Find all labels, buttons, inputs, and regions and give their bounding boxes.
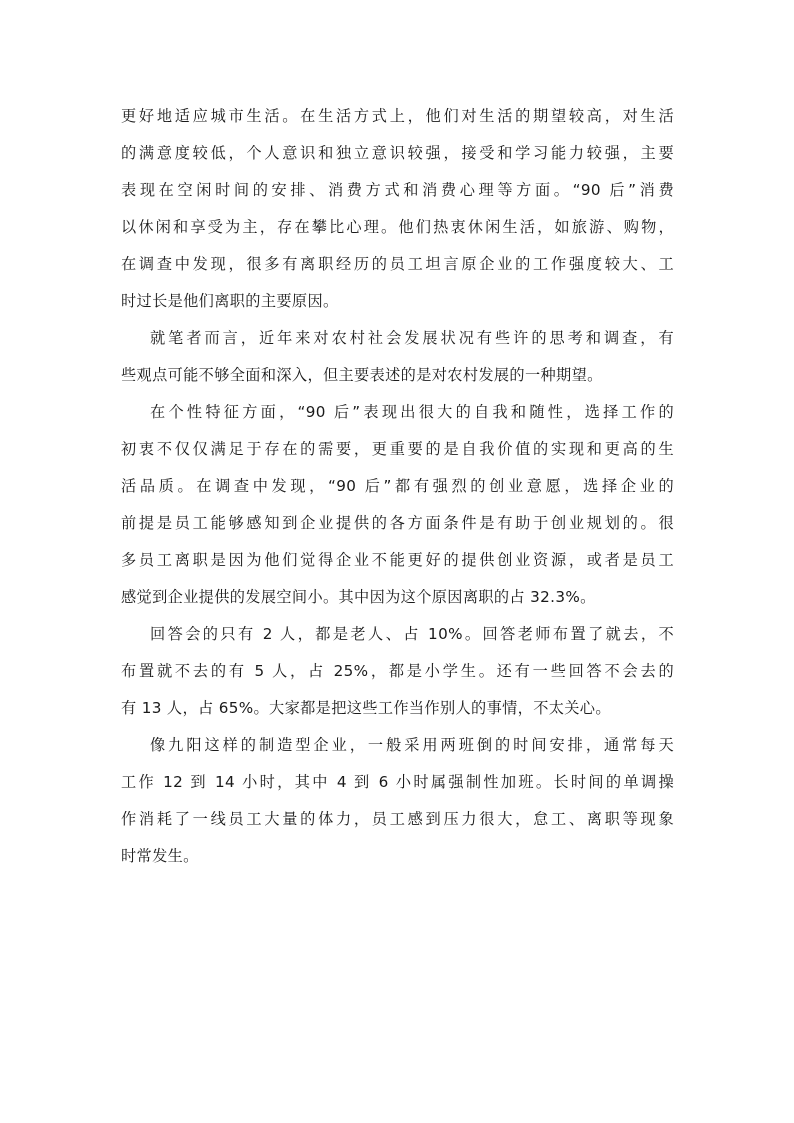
text-line: 的满意度较低，个人意识和独立意识较强，接受和学习能力较强，主要 (121, 144, 674, 162)
text-line: 时常发生。 (121, 847, 199, 865)
text-line: 感觉到企业提供的发展空间小。其中因为这个原因离职的占 32.3%。 (121, 588, 596, 606)
paragraph-2 (121, 320, 674, 394)
text-line: 前提是员工能够感知到企业提供的各方面条件是有助于创业规划的。很 (121, 514, 674, 532)
text-line: 作消耗了一线员工大量的体力，员工感到压力很大，怠工、离职等现象 (121, 810, 674, 828)
paragraph-5 (121, 727, 674, 875)
text-line: 表现在空闲时间的安排、消费方式和消费心理等方面。“90 后”消费 (121, 181, 674, 199)
text-line: 更好地适应城市生活。在生活方式上，他们对生活的期望较高，对生活 (121, 107, 674, 125)
text-line: 有 13 人，占 65%。大家都是把这些工作当作别人的事情，不太关心。 (121, 699, 611, 717)
text-line: 回答会的只有 2 人，都是老人、占 10%。回答老师布置了就去，不 (150, 625, 674, 643)
text-line: 时过长是他们离职的主要原因。 (121, 292, 339, 310)
text-line: 多员工离职是因为他们觉得企业不能更好的提供创业资源，或者是员工 (121, 551, 674, 569)
text-line: 工作 12 到 14 小时，其中 4 到 6 小时属强制性加班。长时间的单调操 (121, 773, 674, 791)
paragraph-3 (121, 394, 674, 616)
text-line: 以休闲和享受为主，存在攀比心理。他们热衷休闲生活，如旅游、购物， (121, 218, 674, 236)
paragraph-4 (121, 616, 674, 727)
text-line: 就笔者而言，近年来对农村社会发展状况有些许的思考和调查，有 (150, 329, 674, 347)
text-line: 布置就不去的有 5 人，占 25%，都是小学生。还有一些回答不会去的 (121, 662, 674, 680)
text-line: 活品质。在调查中发现，“90 后”都有强烈的创业意愿，选择企业的 (121, 477, 674, 495)
text-line: 些观点可能不够全面和深入，但主要表述的是对农村发展的一种期望。 (121, 366, 603, 384)
text-line: 在个性特征方面，“90 后”表现出很大的自我和随性，选择工作的 (150, 403, 674, 421)
paragraph-1 (121, 98, 674, 320)
text-line: 在调查中发现，很多有离职经历的员工坦言原企业的工作强度较大、工 (121, 255, 674, 273)
text-line: 像九阳这样的制造型企业，一般采用两班倒的时间安排，通常每天 (150, 736, 674, 754)
document-page (121, 98, 674, 875)
text-line: 初衷不仅仅满足于存在的需要，更重要的是自我价值的实现和更高的生 (121, 440, 674, 458)
